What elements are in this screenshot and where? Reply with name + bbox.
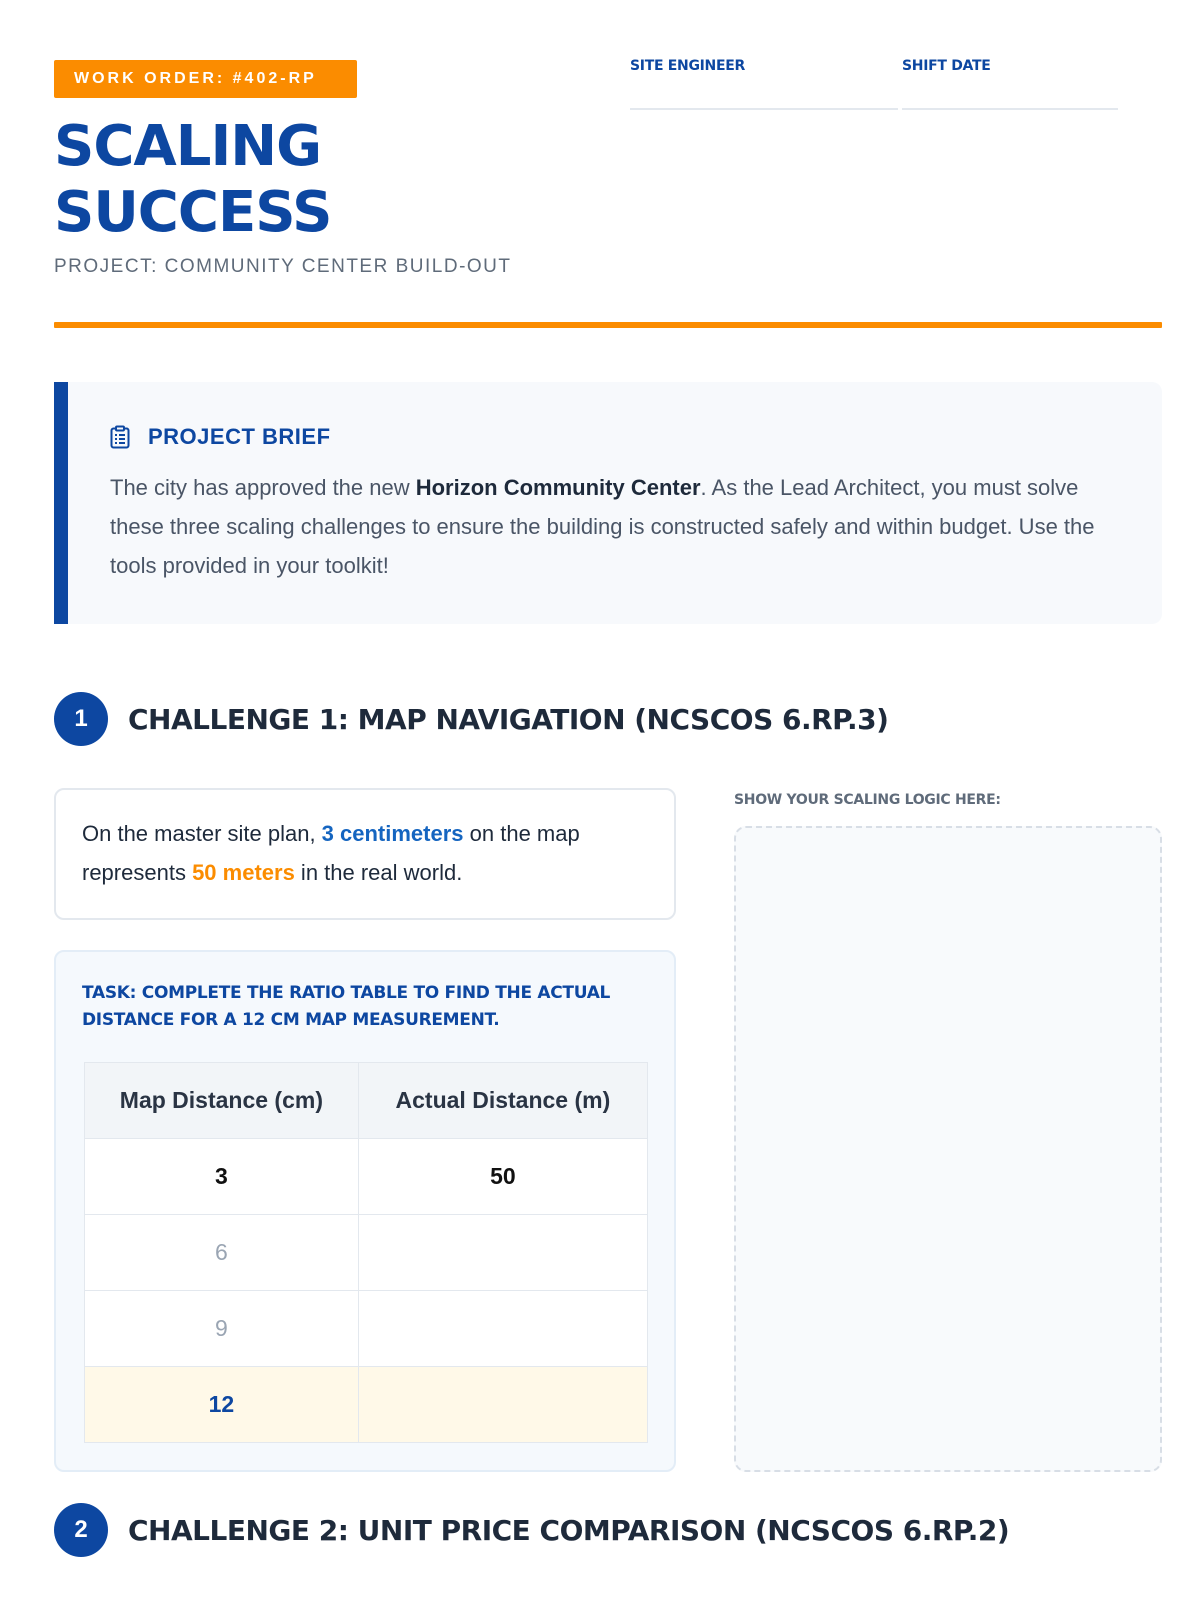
challenge-1-number: 1 — [54, 692, 108, 746]
challenge-1-heading — [54, 692, 888, 746]
clipboard-icon — [110, 425, 130, 449]
page-title — [54, 114, 331, 246]
statement-map-scale: 3 centimeters — [321, 821, 464, 846]
col-header-actual-distance: Actual Distance (m) — [358, 1063, 647, 1139]
brief-text-part-2: . As the Lead Architect, you must solve these three scaling challenges to ensure the building is constructed safely and within budget. Use the tools provided in your toolkit! — [110, 475, 1095, 578]
challenge-1-statement — [54, 788, 676, 920]
statement-part-2: on the map represents — [82, 821, 580, 885]
project-subtitle: PROJECT: COMMUNITY CENTER BUILD-OUT — [54, 256, 512, 277]
work-area-label: SHOW YOUR SCALING LOGIC HERE: — [734, 792, 1001, 808]
col-header-map-distance: Map Distance (cm) — [85, 1063, 359, 1139]
work-order-badge: WORK ORDER: #402-RP — [54, 60, 357, 98]
challenge-2-heading — [54, 1503, 1009, 1557]
worksheet-header — [54, 58, 1162, 328]
table-row-target — [85, 1367, 648, 1443]
map-distance-cell: 9 — [85, 1291, 359, 1367]
shift-date-line[interactable] — [902, 108, 1118, 110]
challenge-1-title: CHALLENGE 1: MAP NAVIGATION (NCSCOS 6.RP.3) — [128, 702, 889, 736]
challenge-1-task — [54, 950, 676, 1472]
map-distance-target-cell: 12 — [85, 1367, 359, 1443]
statement-real-scale: 50 meters — [192, 860, 295, 885]
table-row — [85, 1139, 648, 1215]
header-divider — [54, 322, 1162, 328]
site-engineer-field[interactable] — [630, 58, 898, 110]
project-brief — [54, 382, 1162, 624]
shift-date-label: SHIFT DATE — [902, 58, 991, 74]
brief-text-bold: Horizon Community Center — [415, 475, 701, 500]
actual-distance-cell: 50 — [358, 1139, 647, 1215]
brief-text — [110, 468, 1120, 585]
site-engineer-line[interactable] — [630, 108, 898, 110]
challenge-2-title: CHALLENGE 2: UNIT PRICE COMPARISON (NCSCOS 6.RP.2) — [128, 1513, 1010, 1547]
shift-date-field[interactable] — [902, 58, 1118, 110]
ratio-table-header — [85, 1063, 648, 1139]
actual-distance-target-answer-cell[interactable] — [358, 1367, 647, 1443]
actual-distance-answer-cell[interactable] — [358, 1215, 647, 1291]
statement-part-3: in the real world. — [294, 860, 463, 885]
site-engineer-label: SITE ENGINEER — [630, 58, 745, 74]
title-line-2: SUCCESS — [54, 180, 332, 245]
challenge-2-number: 2 — [54, 1503, 108, 1557]
map-distance-cell: 3 — [85, 1139, 359, 1215]
brief-title: PROJECT BRIEF — [148, 424, 331, 449]
actual-distance-answer-cell[interactable] — [358, 1291, 647, 1367]
ratio-table — [84, 1062, 648, 1443]
brief-text-part-1: The city has approved the new — [110, 475, 416, 500]
statement-part-1: On the master site plan, — [82, 821, 322, 846]
table-row — [85, 1215, 648, 1291]
map-distance-cell: 6 — [85, 1215, 359, 1291]
title-line-1: SCALING — [54, 114, 322, 179]
task-instructions: TASK: COMPLETE THE RATIO TABLE TO FIND THE ACTUAL DISTANCE FOR A 12 CM MAP MEASUREMENT. — [82, 983, 611, 1030]
brief-heading — [110, 424, 331, 450]
table-row — [85, 1291, 648, 1367]
scaling-logic-work-area[interactable] — [734, 826, 1162, 1472]
